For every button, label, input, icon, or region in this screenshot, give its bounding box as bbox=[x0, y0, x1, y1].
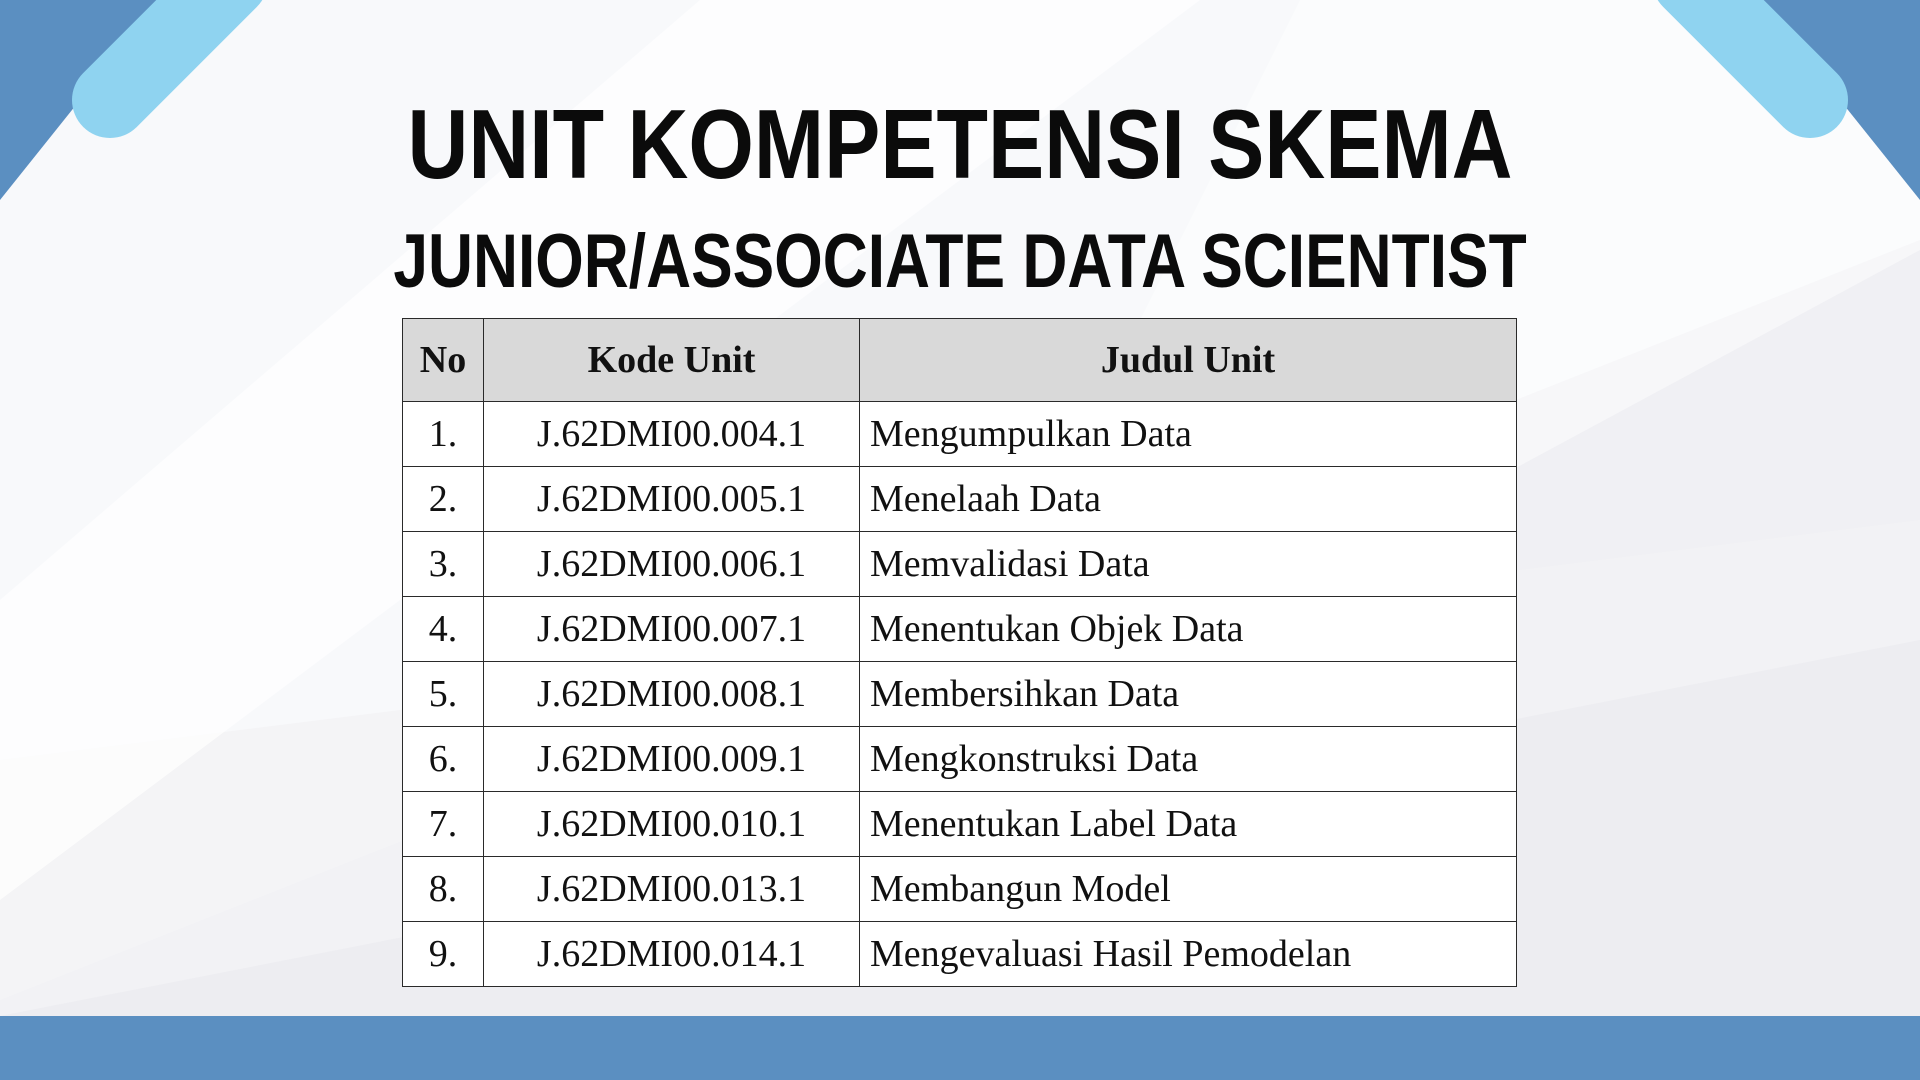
unit-title: Membangun Model bbox=[860, 857, 1517, 922]
unit-title: Menentukan Objek Data bbox=[860, 597, 1517, 662]
table-row bbox=[403, 727, 1517, 792]
unit-code: J.62DMI00.005.1 bbox=[484, 467, 860, 532]
footer-bar bbox=[0, 1016, 1920, 1080]
unit-code: J.62DMI00.007.1 bbox=[484, 597, 860, 662]
table-row bbox=[403, 467, 1517, 532]
header-no: No bbox=[403, 319, 484, 402]
unit-title: Menentukan Label Data bbox=[860, 792, 1517, 857]
row-number: 2. bbox=[403, 467, 484, 532]
table-row bbox=[403, 857, 1517, 922]
table-header-row bbox=[403, 319, 1517, 402]
unit-title: Mengkonstruksi Data bbox=[860, 727, 1517, 792]
page-title: UNIT KOMPETENSI SKEMA bbox=[407, 89, 1513, 199]
page-subtitle: JUNIOR/ASSOCIATE DATA SCIENTIST bbox=[393, 219, 1527, 304]
unit-code: J.62DMI00.004.1 bbox=[484, 402, 860, 467]
table-row bbox=[403, 662, 1517, 727]
table-row bbox=[403, 532, 1517, 597]
table-row bbox=[403, 402, 1517, 467]
row-number: 8. bbox=[403, 857, 484, 922]
row-number: 4. bbox=[403, 597, 484, 662]
unit-code: J.62DMI00.006.1 bbox=[484, 532, 860, 597]
unit-code: J.62DMI00.010.1 bbox=[484, 792, 860, 857]
table-row bbox=[403, 597, 1517, 662]
row-number: 9. bbox=[403, 922, 484, 987]
header-kode-unit: Kode Unit bbox=[484, 319, 860, 402]
unit-code: J.62DMI00.014.1 bbox=[484, 922, 860, 987]
header-judul-unit: Judul Unit bbox=[860, 319, 1517, 402]
row-number: 5. bbox=[403, 662, 484, 727]
row-number: 3. bbox=[403, 532, 484, 597]
unit-title: Menelaah Data bbox=[860, 467, 1517, 532]
unit-title: Mengumpulkan Data bbox=[860, 402, 1517, 467]
unit-title: Mengevaluasi Hasil Pemodelan bbox=[860, 922, 1517, 987]
unit-code: J.62DMI00.008.1 bbox=[484, 662, 860, 727]
row-number: 7. bbox=[403, 792, 484, 857]
table-row bbox=[403, 792, 1517, 857]
unit-code: J.62DMI00.013.1 bbox=[484, 857, 860, 922]
unit-title: Membersihkan Data bbox=[860, 662, 1517, 727]
table-row bbox=[403, 922, 1517, 987]
row-number: 1. bbox=[403, 402, 484, 467]
unit-code: J.62DMI00.009.1 bbox=[484, 727, 860, 792]
competency-unit-table bbox=[402, 318, 1517, 987]
unit-title: Memvalidasi Data bbox=[860, 532, 1517, 597]
row-number: 6. bbox=[403, 727, 484, 792]
